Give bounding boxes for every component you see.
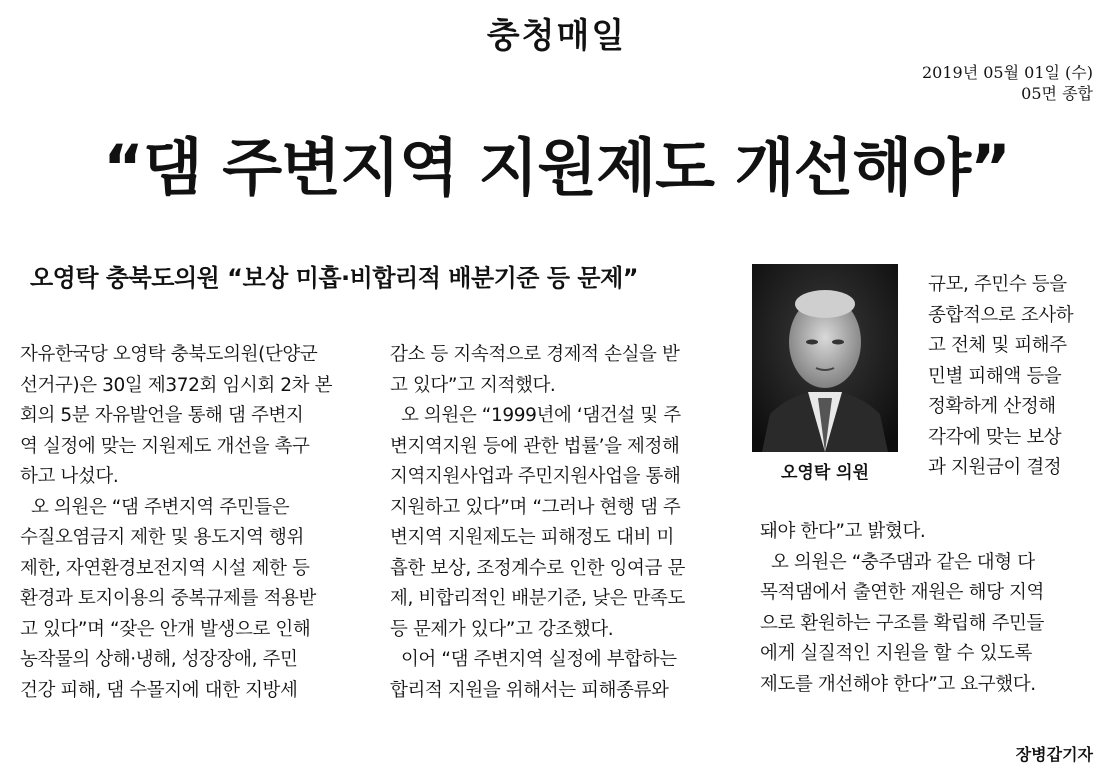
article-line: 고 전체 및 피해주 [928,335,1067,356]
article-column-3-narrow [928,270,1098,484]
article-line: 민별 피해액 등을 [928,365,1062,387]
newspaper-masthead: 충청매일 [486,16,627,56]
article-line: 역 실정에 맞는 지원제도 개선을 촉구 [20,435,310,457]
article-subheadline: 오영탁 충북도의원 “보상 미흡·비합리적 배분기준 등 문제” [30,264,639,292]
article-line: 정확하게 산정해 [928,396,1056,417]
article-line: 으로 환원하는 구조를 확립해 주민들 [760,612,1044,634]
article-line: 선거구)은 30일 제372회 임시회 2차 본 [20,374,333,396]
article-line: 수질오염금지 제한 및 용도지역 행위 [20,527,304,548]
article-line: 오 의원은 “1999년에 ‘댐건설 및 주 [390,405,681,426]
article-line: 변지역 지원제도는 피해정도 대비 미 [390,527,674,548]
article-line: 변지역지원 등에 관한 법률’을 제정해 [390,435,680,457]
article-line: 이어 “댐 주변지역 실정에 부합하는 [390,649,677,670]
publication-date: 2019년 05월 01일 (수) [921,63,1093,82]
article-line: 종합적으로 조사하 [928,304,1074,326]
article-line: 오 의원은 “충주댐과 같은 대형 다 [760,551,1035,573]
article-column-3-wide [760,517,1100,700]
article-column-1 [20,340,360,706]
article-line: 돼야 한다”고 밝혔다. [760,521,926,542]
photo-caption: 오영탁 의원 [780,463,870,483]
article-line: 환경과 토지이용의 중복규제를 적용받 [20,588,316,609]
article-headline: “댐 주변지역 지원제도 개선해야” [103,131,1010,204]
article-line: 합리적 지원을 위해서는 피해종류와 [390,679,669,701]
article-line: 지역지원사업과 주민지원사업을 통해 [390,466,681,487]
article-line: 고 있다”며 “잦은 안개 발생으로 인해 [20,618,311,640]
article-line: 규모, 주민수 등을 [928,274,1067,295]
article-line: 각각에 맞는 보상 [928,426,1062,448]
page-section: 05면 종합 [1021,84,1093,103]
article-line: 과 지원금이 결정 [928,457,1062,478]
article-line: 제, 비합리적인 배분기준, 낮은 만족도 [390,588,685,609]
article-line: 등 문제가 있다”고 강조했다. [390,618,614,640]
article-column-2 [390,340,730,706]
article-line: 에게 실질적인 지원을 할 수 있도록 [760,643,1032,664]
article-line: 건강 피해, 댐 수몰지에 대한 지방세 [20,679,298,701]
article-line: 제한, 자연환경보전지역 시설 제한 등 [20,557,310,579]
portrait-photo [752,264,898,452]
portrait-figure [752,264,898,482]
article-line: 하고 나섰다. [20,466,119,487]
article-line: 감소 등 지속적으로 경제적 손실을 받 [390,344,680,365]
article-line: 고 있다”고 지적했다. [390,374,556,396]
article-line: 목적댐에서 출연한 재원은 해당 지역 [760,582,1044,603]
article-line: 자유한국당 오영탁 충북도의원(단양군 [20,344,318,365]
dateline [922,62,1093,104]
article-line: 흡한 보상, 조정계수로 인한 잉여금 문 [390,557,685,579]
reporter-byline: 장병갑기자 [1015,745,1093,764]
article-line: 회의 5분 자유발언을 통해 댐 주변지 [20,405,304,426]
article-line: 오 의원은 “댐 주변지역 주민들은 [20,496,290,518]
article-line: 농작물의 상해·냉해, 성장장애, 주민 [20,649,298,670]
article-line: 제도를 개선해야 한다”고 요구했다. [760,673,1036,695]
article-line: 지원하고 있다”며 “그러나 현행 댐 주 [390,496,681,518]
